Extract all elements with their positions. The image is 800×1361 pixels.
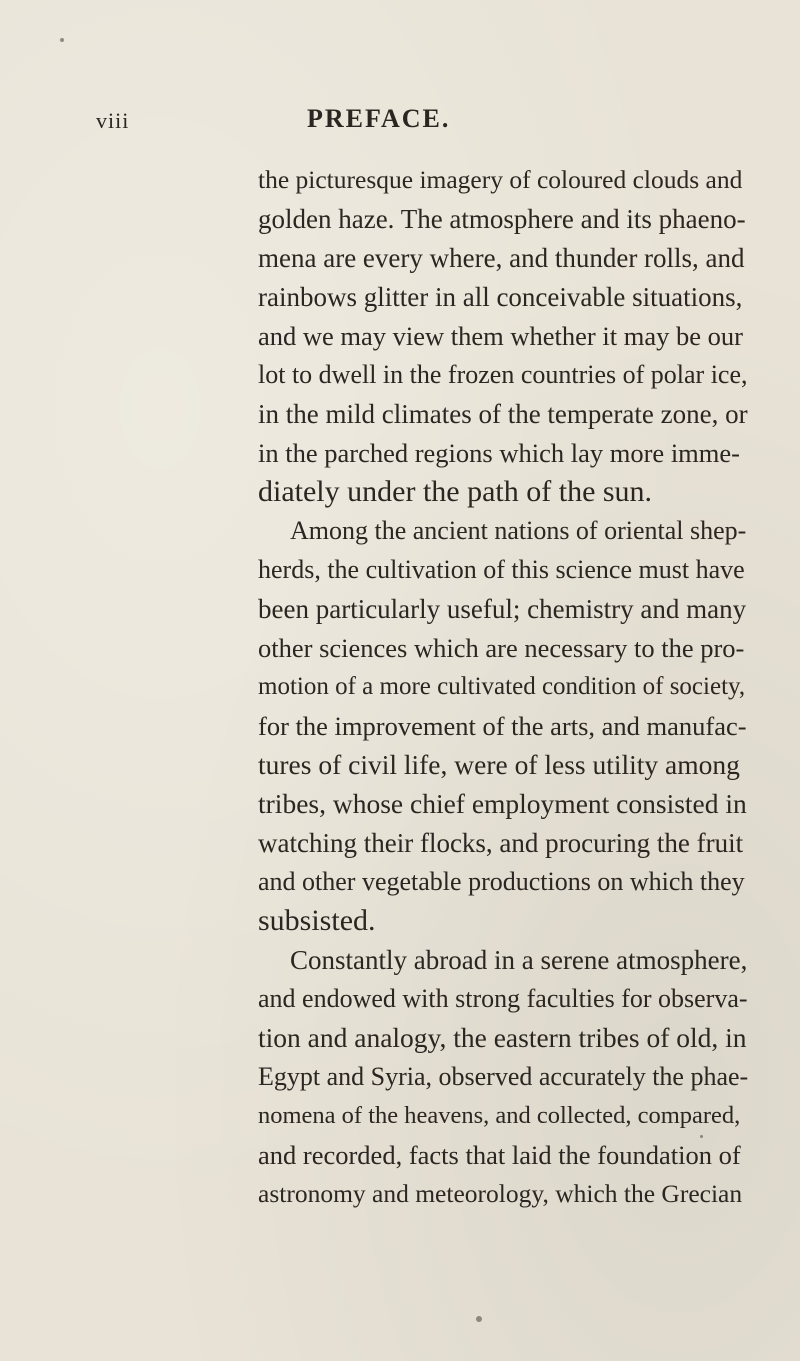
text-line: herds, the cultivation of this science must have [258, 555, 745, 584]
text-line: tion and analogy, the eastern tribes of old, in [258, 1022, 747, 1053]
text-line: nomena of the heavens, and collected, compared, [258, 1102, 741, 1129]
text-line: watching their flocks, and procuring the fruit [258, 828, 744, 858]
text-line: the picturesque imagery of coloured clouds and [258, 165, 743, 194]
text-line: subsisted. [258, 904, 376, 937]
text-line: rainbows glitter in all conceivable situations, [258, 282, 743, 312]
text-line: golden haze. The atmosphere and its phaeno- [258, 204, 746, 234]
text-line: motion of a more cultivated condition of society, [258, 673, 746, 700]
paper-speck [476, 1316, 482, 1322]
text-line: in the parched regions which lay more imme- [258, 438, 740, 468]
text-line: been particularly useful; chemistry and many [258, 594, 747, 624]
paper-speck [60, 38, 64, 42]
text-line: and we may view them whether it may be our [258, 321, 743, 351]
text-line: diately under the path of the sun. [258, 475, 653, 508]
text-line: mena are every where, and thunder rolls, and [258, 243, 745, 273]
text-line: and other vegetable productions on which they [258, 867, 745, 896]
page-header [0, 102, 800, 142]
running-head: PREFACE. [307, 104, 451, 133]
text-line: astronomy and meteorology, which the Grecian [258, 1179, 743, 1208]
text-line: lot to dwell in the frozen countries of polar ice, [258, 360, 748, 389]
text-line: tribes, whose chief employment consisted in [258, 788, 747, 819]
text-line: for the improvement of the arts, and manufac- [258, 711, 747, 741]
paragraph-start-line: Among the ancient nations of oriental shep- [290, 516, 747, 545]
text-line: tures of civil life, were of less utility among [258, 749, 740, 780]
page-number: viii [96, 108, 130, 133]
text-line: and recorded, facts that laid the foundation of [258, 1140, 741, 1170]
text-line: Egypt and Syria, observed accurately the phae- [258, 1062, 749, 1091]
text-line: other sciences which are necessary to the pro- [258, 633, 745, 663]
paper-speck [700, 1135, 703, 1138]
paragraph-start-line: Constantly abroad in a serene atmosphere, [290, 945, 748, 975]
text-line: and endowed with strong faculties for observa- [258, 984, 748, 1013]
text-line: in the mild climates of the temperate zone, or [258, 399, 748, 429]
